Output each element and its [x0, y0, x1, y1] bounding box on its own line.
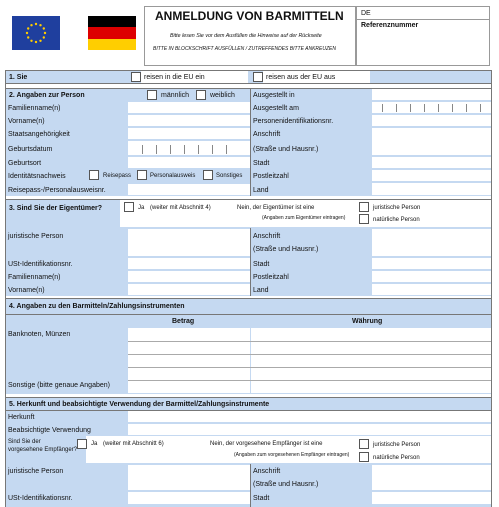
entering-eu-label: reisen in die EU ein	[144, 74, 205, 81]
id-number-input[interactable]	[128, 184, 250, 195]
recipient-yes-label: Ja	[91, 441, 98, 447]
country-code: DE	[361, 10, 371, 17]
cash-amount-input[interactable]	[128, 328, 250, 393]
section-2-title: 2. Angaben zur Person	[9, 92, 85, 99]
owner-yes-label: Ja	[138, 205, 145, 211]
origin-label: Herkunft	[8, 414, 35, 421]
label-birthdate: Geburtsdatum	[8, 146, 53, 153]
label-id-number: Reisepass-/Personalausweisnr.	[8, 187, 106, 194]
section-4-title: 4. Angaben zu den Barmitteln/Zahlungsinstrumenten	[9, 303, 185, 310]
owner-label-firstname: Vorname(n)	[8, 287, 45, 294]
passport-checkbox[interactable]	[89, 170, 99, 180]
owner-label-postcode: Postleitzahl	[253, 274, 289, 281]
amount-column-header: Betrag	[172, 318, 195, 325]
section-1-title: 1. Sie	[9, 74, 28, 81]
owner-country-input[interactable]	[372, 284, 492, 295]
owner-vat-input[interactable]	[128, 258, 250, 269]
other-id-label: Sonstiges	[216, 173, 243, 179]
label-personal-id: Personenidentifikationsnr.	[253, 118, 334, 125]
recipient-no-label: Nein, der vorgesehene Empfänger ist eine	[210, 441, 323, 447]
male-label: männlich	[161, 92, 190, 99]
recipient-address-input[interactable]	[372, 465, 492, 490]
german-flag	[88, 16, 136, 50]
label-issued-on: Ausgestellt am	[253, 105, 299, 112]
address-input[interactable]	[372, 128, 492, 155]
owner-label-city: Stadt	[253, 261, 270, 268]
recipient-label-vat: USt-Identifikationsnr.	[8, 495, 73, 502]
currency-column-header: Währung	[352, 318, 383, 325]
owner-label-legal: juristische Person	[8, 233, 64, 240]
label-street: (Straße und Hausnr.)	[253, 146, 319, 153]
recipient-legal-checkbox[interactable]	[359, 439, 369, 449]
owner-firstname-input[interactable]	[128, 284, 250, 295]
label-city: Stadt	[253, 160, 270, 167]
owner-label-vat: USt-Identifikationsnr.	[8, 261, 73, 268]
owner-label-country: Land	[253, 287, 269, 294]
form-subtitle: Bitte lesen Sie vor dem Ausfüllen die Hinweise auf der Rückseite	[170, 33, 322, 39]
label-address: Anschrift	[253, 131, 281, 138]
origin-input[interactable]	[128, 411, 492, 422]
section-1	[5, 70, 492, 84]
owner-no-label: Nein, der Eigentümer ist eine	[237, 205, 315, 211]
leaving-eu-checkbox[interactable]	[253, 72, 263, 82]
recipient-city-input[interactable]	[372, 492, 492, 504]
issued-in-input[interactable]	[372, 89, 492, 100]
form-title: ANMELDUNG VON BARMITTELN	[155, 9, 344, 23]
id-card-label: Personalausweis	[150, 173, 196, 179]
label-surname: Familienname(n)	[8, 105, 61, 112]
owner-label-address: Anschrift	[253, 233, 281, 240]
owner-legal-label: juristische Person	[373, 205, 421, 211]
personal-id-input[interactable]	[372, 115, 492, 126]
other-instruments-label: Sonstige (bitte genaue Angaben)	[8, 382, 110, 389]
recipient-legal-label: juristische Person	[373, 442, 421, 448]
other-id-checkbox[interactable]	[203, 170, 213, 180]
passport-label: Reisepass	[103, 173, 132, 179]
female-checkbox[interactable]	[196, 90, 206, 100]
label-birthplace: Geburtsort	[8, 160, 42, 167]
owner-city-input[interactable]	[372, 258, 492, 269]
recipient-label-city: Stadt	[253, 495, 270, 502]
intended-use-input[interactable]	[128, 424, 492, 435]
eu-flag	[12, 16, 60, 50]
country-input[interactable]	[372, 183, 492, 195]
owner-natural-checkbox[interactable]	[359, 214, 369, 224]
label-issued-in: Ausgestellt in	[253, 92, 295, 99]
leaving-eu-label: reisen aus der EU aus	[266, 74, 336, 81]
label-id-proof: Identitätsnachweis	[8, 173, 66, 180]
recipient-no-note: (Angaben zum vorgesehenen Empfänger eintragen)	[234, 452, 350, 458]
male-checkbox[interactable]	[147, 90, 157, 100]
header-title-box	[144, 6, 356, 66]
label-country: Land	[253, 187, 269, 194]
owner-postcode-input[interactable]	[372, 271, 492, 282]
recipient-label-legal: juristische Person	[8, 468, 64, 475]
label-nationality: Staatsangehörigkeit	[8, 131, 70, 138]
issued-on-input[interactable]	[372, 102, 492, 113]
recipient-label-address: Anschrift	[253, 468, 281, 475]
recipient-natural-checkbox[interactable]	[359, 452, 369, 462]
recipient-question-2: vorgesehene Empfänger?	[8, 447, 78, 453]
eu-stars-icon	[12, 16, 60, 50]
firstname-input[interactable]	[128, 115, 250, 126]
recipient-yes-note: (weiter mit Abschnitt 6)	[103, 441, 164, 447]
owner-yes-checkbox[interactable]	[124, 202, 134, 212]
reference-label: Referenznummer	[361, 22, 419, 29]
section-5-title: 5. Herkunft und beabsichtigte Verwendung der Barmittel/Zahlungsinstrumente	[9, 401, 270, 408]
section-3-title: 3. Sind Sie der Eigentümer?	[9, 205, 102, 212]
id-card-checkbox[interactable]	[137, 170, 147, 180]
label-postcode: Postleitzahl	[253, 173, 289, 180]
recipient-legal-input[interactable]	[128, 465, 250, 490]
owner-legal-input[interactable]	[128, 229, 250, 256]
reference-box	[356, 6, 490, 66]
surname-input[interactable]	[128, 102, 250, 113]
owner-address-input[interactable]	[372, 229, 492, 256]
postcode-input[interactable]	[372, 170, 492, 181]
cash-label: Banknoten, Münzen	[8, 331, 71, 338]
recipient-yes-checkbox[interactable]	[77, 439, 87, 449]
recipient-label-street: (Straße und Hausnr.)	[253, 481, 319, 488]
owner-legal-checkbox[interactable]	[359, 202, 369, 212]
reference-input[interactable]	[359, 32, 487, 62]
recipient-question-1: Sind Sie der	[8, 439, 41, 445]
owner-no-note: (Angaben zum Eigentümer eintragen)	[262, 215, 346, 221]
owner-surname-input[interactable]	[128, 271, 250, 282]
birthplace-input[interactable]	[128, 157, 250, 168]
owner-natural-label: natürliche Person	[373, 217, 420, 223]
city-input[interactable]	[372, 157, 492, 168]
female-label: weiblich	[210, 92, 235, 99]
nationality-input[interactable]	[128, 128, 250, 139]
owner-label-street: (Straße und Hausnr.)	[253, 246, 319, 253]
cash-currency-input[interactable]	[251, 328, 492, 393]
label-firstname: Vorname(n)	[8, 118, 45, 125]
entering-eu-checkbox[interactable]	[131, 72, 141, 82]
owner-label-surname: Familienname(n)	[8, 274, 61, 281]
intended-use-label: Beabsichtigte Verwendung	[8, 427, 91, 434]
owner-yes-note: (weiter mit Abschnitt 4)	[150, 205, 211, 211]
recipient-natural-label: natürliche Person	[373, 455, 420, 461]
recipient-vat-input[interactable]	[128, 492, 250, 504]
form-instruction: BITTE IN BLOCKSCHRIFT AUSFÜLLEN / ZUTREFFENDES BITTE ANKREUZEN	[153, 46, 336, 52]
birthdate-input[interactable]	[128, 141, 250, 155]
